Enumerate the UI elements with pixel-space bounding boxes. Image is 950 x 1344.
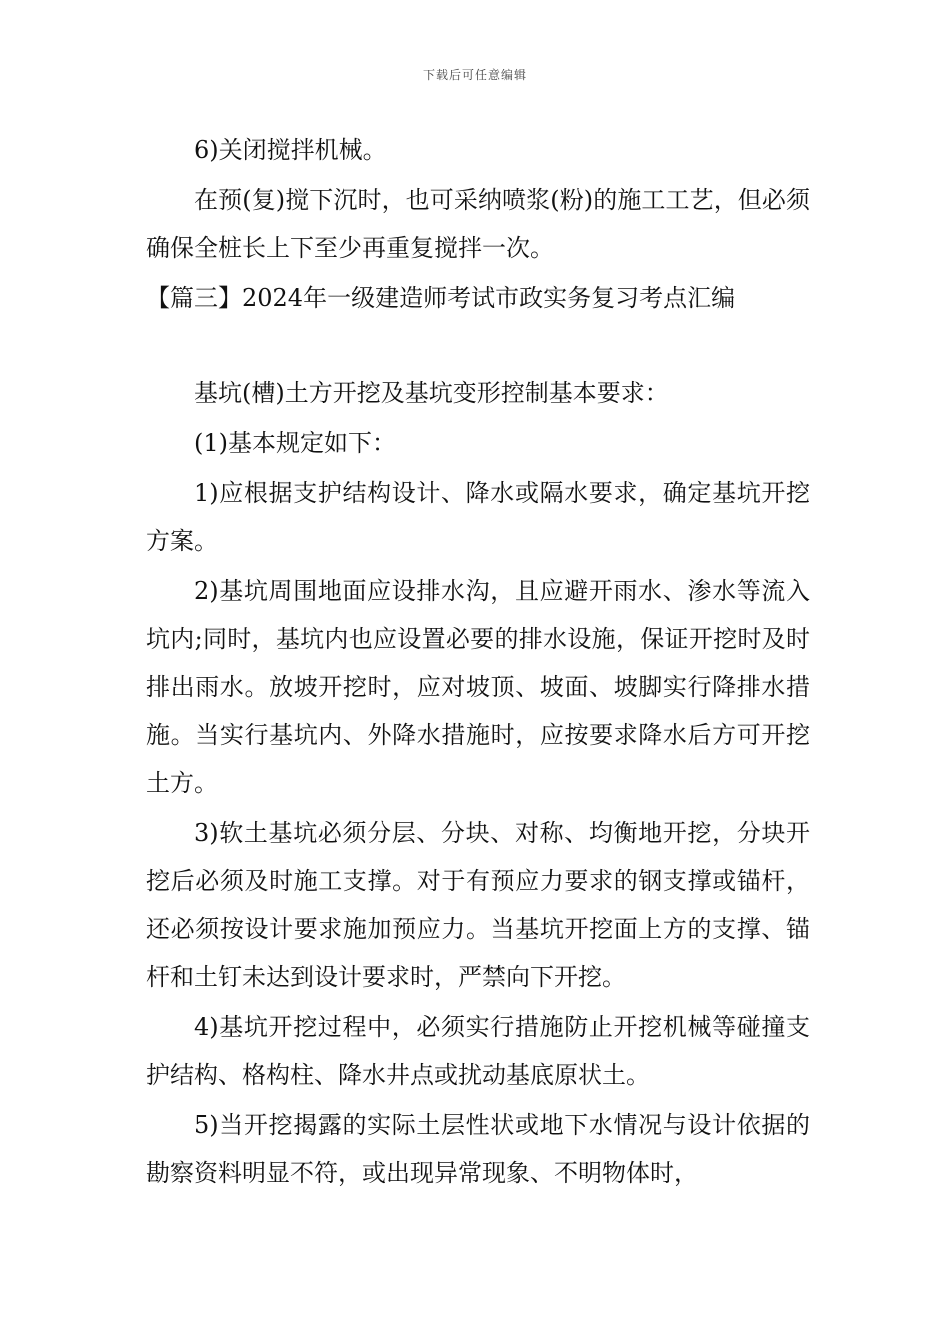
paragraph: 2)基坑周围地面应设排水沟，且应避开雨水、渗水等流入坑内;同时，基坑内也应设置必要的排水设施，保证开挖时及时排出雨水。放坡开挖时，应对坡顶、坡面、坡脚实行降排水措施。当实行基坑内、外降水措施时，应按要求降水后方可开挖土方。 [146, 577, 810, 797]
paragraph: 在预(复)搅下沉时，也可采纳喷浆(粉)的施工工艺，但必须确保全桩长上下至少再重复搅拌一次。 [146, 186, 810, 262]
paragraph: 6)关闭搅拌机械。 [194, 136, 387, 164]
paragraph: (1)基本规定如下： [194, 429, 396, 457]
document-body [146, 126, 810, 1197]
paragraph: 5)当开挖揭露的实际土层性状或地下水情况与设计依据的勘察资料明显不符，或出现异常现象、不明物体时， [146, 1111, 810, 1187]
paragraph: 1)应根据支护结构设计、降水或隔水要求，确定基坑开挖方案。 [146, 479, 810, 555]
page-header: 下载后可任意编辑 [422, 68, 527, 82]
paragraph: 4)基坑开挖过程中，必须实行措施防止开挖机械等碰撞支护结构、格构柱、降水井点或扰动基底原状土。 [146, 1013, 810, 1089]
paragraph: 基坑(槽)土方开挖及基坑变形控制基本要求： [194, 379, 669, 407]
paragraph: 3)软土基坑必须分层、分块、对称、均衡地开挖，分块开挖后必须及时施工支撑。对于有预应力要求的钢支撑或锚杆，还必须按设计要求施加预应力。当基坑开挖面上方的支撑、锚杆和土钉未达到设计要求时，严禁向下开挖。 [146, 819, 810, 991]
section-title: 【篇三】2024年一级建造师考试市政实务复习考点汇编 [146, 284, 736, 312]
